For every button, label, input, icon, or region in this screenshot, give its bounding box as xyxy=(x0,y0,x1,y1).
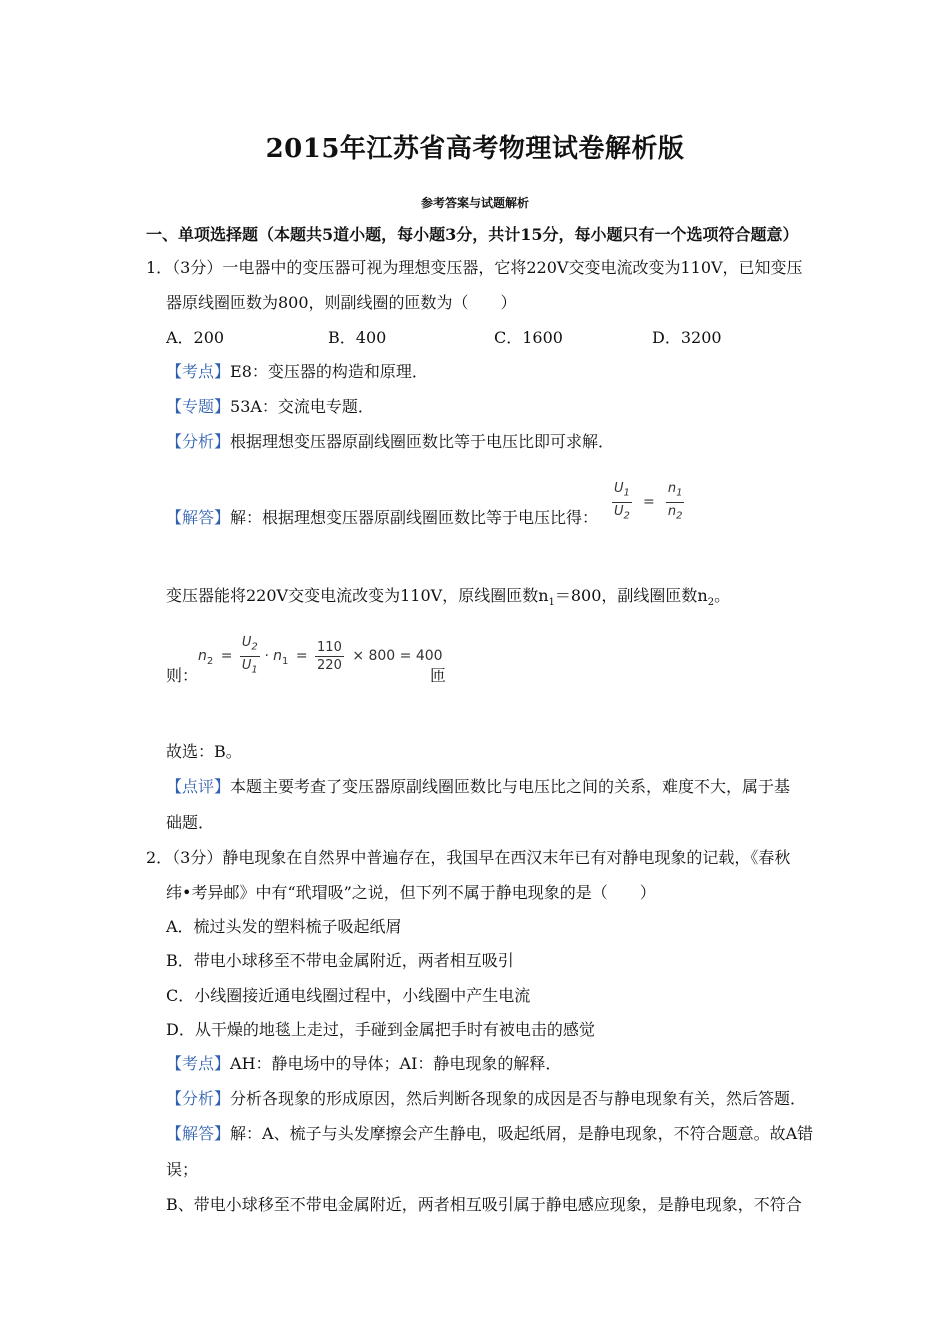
q2-jieda-line2: 误； xyxy=(166,1160,199,1179)
q2-fenxi: 【分析】分析各现象的形成原因，然后判断各现象的成因是否与静电现象有关，然后答题． xyxy=(166,1089,807,1108)
kaodian-tag: 【考点】 xyxy=(166,362,231,381)
q1-option-b: B．400 xyxy=(328,328,387,347)
q1-answer: 故选：B。 xyxy=(166,742,242,761)
page-subtitle: 参考答案与试题解析 xyxy=(420,196,529,210)
q1-fenxi xyxy=(166,432,614,452)
q2-kaodian: 【考点】AH：静电场中的导体；AI：静电现象的解释． xyxy=(166,1054,562,1073)
fenxi-tag: 【分析】 xyxy=(166,432,231,451)
q1-unit-after: 匝 xyxy=(430,666,447,685)
q2-jieda: 【解答】解：A、梳子与头发摩擦会产生静电，吸起纸屑，是静电现象，不符合题意。故A错 xyxy=(166,1124,814,1143)
kaodian-text: E8：变压器的构造和原理． xyxy=(230,362,428,381)
q1-option-c: C．1600 xyxy=(494,328,563,347)
q1-transformer-line: 变压器能将220V交变电流改变为110V，原线圈匝数$n_1=800$，副线圈匝数$n_2$。 xyxy=(166,586,731,609)
turns-calculation-formula: $n_2$ = $\frac{U_2}{U_1}$ · $n_1$ = $\frac{110}{220}$ × 800 = 400 xyxy=(198,635,443,676)
fenxi-text: 根据理想变压器原副线圈匝数比等于电压比即可求解． xyxy=(230,432,615,451)
q2-stem-line1: 2．（3分）静电现象在自然界中普遍存在，我国早在西汉末年已有对静电现象的记载，《春秋 xyxy=(146,848,791,867)
dianping-tag: 【点评】 xyxy=(166,777,231,796)
jieda-text: 解：根据理想变压器原副线圈匝数比等于电压比得： xyxy=(230,508,599,527)
q1-zhuanti xyxy=(166,397,374,417)
turns-fraction: $\frac{n_1}{n_2}$ xyxy=(667,481,683,522)
q1-dianping xyxy=(166,777,790,797)
dianping-text: 本题主要考查了变压器原副线圈匝数比与电压比之间的关系，难度不大，属于基 xyxy=(230,777,791,796)
section-heading: 一、单项选择题（本题共5道小题，每小题3分，共计15分，每小题只有一个选项符合题意） xyxy=(146,225,799,244)
q2-option-a: A．梳过头发的塑料梳子吸起纸屑 xyxy=(166,917,402,936)
q1-ze-label: 则： xyxy=(166,666,199,685)
q2-option-d: D．从干燥的地毯上走过，手碰到金属把手时有被电击的感觉 xyxy=(166,1020,595,1039)
q1-dianping-line2: 础题． xyxy=(166,813,215,832)
voltage-fraction: $\frac{U_1}{U_2}$ xyxy=(614,481,630,522)
page-title: 2015年江苏省高考物理试卷解析版 xyxy=(265,134,685,164)
q2-jieda-line3: B、带电小球移至不带电金属附近，两者相互吸引属于静电感应现象，是静电现象，不符合 xyxy=(166,1195,802,1214)
ratio-formula: $\frac{U_1}{U_2}$ = $\frac{n_1}{n_2}$ xyxy=(612,480,684,524)
q1-jieda xyxy=(166,508,598,528)
q1-kaodian xyxy=(166,362,428,382)
q2-stem-line2: 纬•考异邮》中有“玳瑁吸”之说，但下列不属于静电现象的是（ ） xyxy=(166,883,656,902)
q2-option-c: C．小线圈接近通电线圈过程中，小线圈中产生电流 xyxy=(166,986,531,1005)
zhuanti-text: 53A：交流电专题． xyxy=(230,397,374,416)
q1-options xyxy=(166,328,766,350)
zhuanti-tag: 【专题】 xyxy=(166,397,231,416)
q1-stem-line1: 1．（3分）一电器中的变压器可视为理想变压器，它将220V交变电流改变为110V，已知变压 xyxy=(146,258,803,277)
q1-stem-line2: 器原线圈匝数为800，则副线圈的匝数为（ ） xyxy=(166,293,517,312)
q1-option-a: A．200 xyxy=(166,328,225,347)
q2-option-b: B．带电小球移至不带电金属附近，两者相互吸引 xyxy=(166,951,514,970)
q1-option-d: D．3200 xyxy=(652,328,722,347)
jieda-tag: 【解答】 xyxy=(166,508,231,527)
